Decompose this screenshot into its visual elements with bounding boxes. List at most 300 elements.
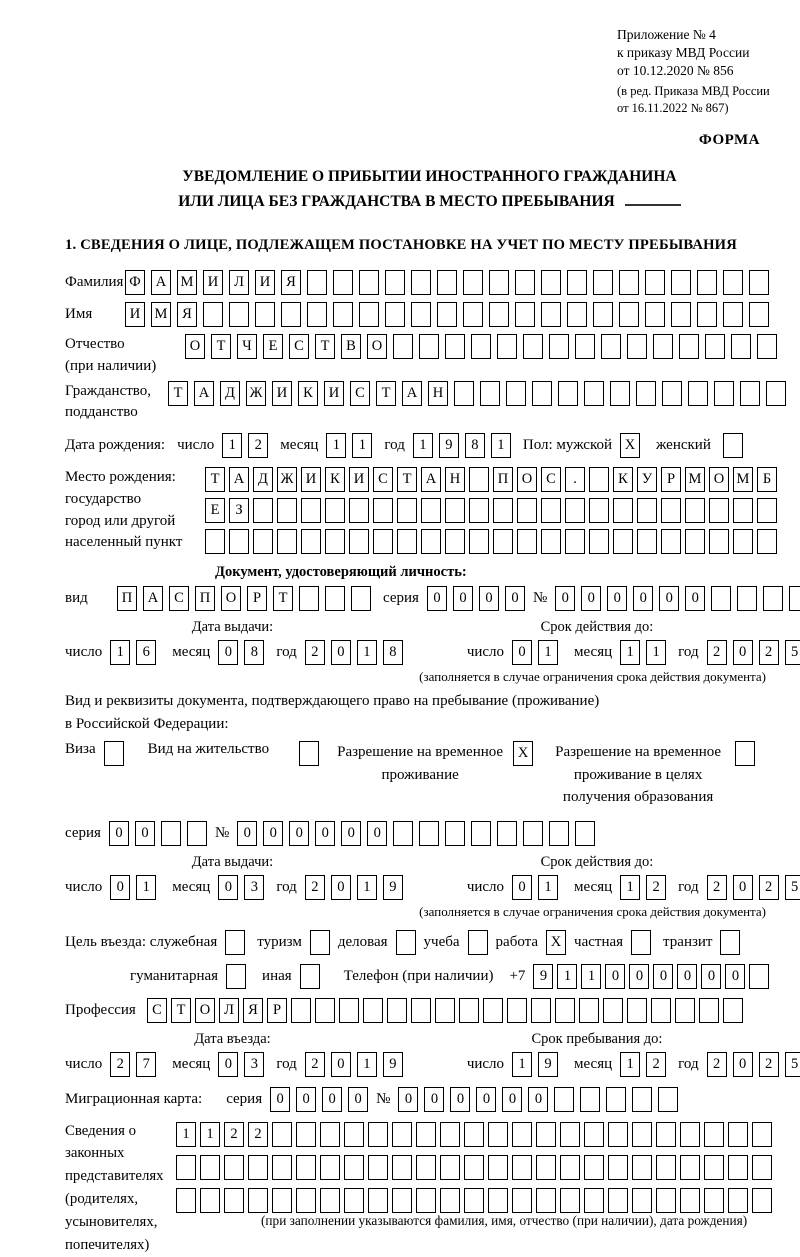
char-box[interactable]: 0 — [677, 964, 697, 989]
char-box[interactable] — [187, 821, 207, 846]
char-box[interactable]: 2 — [646, 875, 666, 900]
char-box[interactable]: Т — [315, 334, 335, 359]
char-box[interactable]: С — [147, 998, 167, 1023]
char-box[interactable]: Р — [267, 998, 287, 1023]
char-box[interactable] — [225, 930, 245, 955]
char-box[interactable] — [757, 498, 777, 523]
char-box[interactable] — [606, 1087, 626, 1112]
char-box[interactable] — [749, 270, 769, 295]
char-box[interactable] — [589, 529, 609, 554]
char-box[interactable] — [593, 270, 613, 295]
char-box[interactable] — [333, 270, 353, 295]
char-box[interactable] — [608, 1188, 628, 1213]
char-box[interactable]: 0 — [289, 821, 309, 846]
char-box[interactable] — [536, 1122, 556, 1147]
char-box[interactable]: 1 — [620, 1052, 640, 1077]
char-box[interactable] — [488, 1122, 508, 1147]
char-box[interactable] — [656, 1155, 676, 1180]
char-box[interactable] — [619, 270, 639, 295]
char-box[interactable] — [584, 1122, 604, 1147]
char-box[interactable] — [368, 1188, 388, 1213]
char-box[interactable]: 2 — [224, 1122, 244, 1147]
char-box[interactable] — [272, 1188, 292, 1213]
char-box[interactable] — [714, 381, 734, 406]
char-box[interactable]: 0 — [109, 821, 129, 846]
char-box[interactable] — [507, 998, 527, 1023]
char-box[interactable] — [565, 529, 585, 554]
char-box[interactable] — [224, 1188, 244, 1213]
char-box[interactable]: 0 — [605, 964, 625, 989]
char-box[interactable] — [176, 1155, 196, 1180]
char-box[interactable] — [301, 529, 321, 554]
char-box[interactable] — [671, 270, 691, 295]
char-box[interactable]: С — [169, 586, 189, 611]
char-box[interactable] — [560, 1155, 580, 1180]
char-box[interactable] — [589, 467, 609, 492]
char-box[interactable]: 0 — [450, 1087, 470, 1112]
char-box[interactable]: А — [151, 270, 171, 295]
char-box[interactable] — [320, 1188, 340, 1213]
char-box[interactable] — [662, 381, 682, 406]
char-box[interactable] — [419, 821, 439, 846]
char-box[interactable] — [656, 1122, 676, 1147]
char-box[interactable] — [709, 529, 729, 554]
char-box[interactable] — [440, 1122, 460, 1147]
char-box[interactable] — [411, 270, 431, 295]
char-box[interactable] — [541, 302, 561, 327]
char-box[interactable] — [627, 998, 647, 1023]
char-box[interactable] — [584, 1155, 604, 1180]
char-box[interactable] — [416, 1155, 436, 1180]
char-box[interactable]: Б — [757, 467, 777, 492]
char-box[interactable]: Я — [243, 998, 263, 1023]
char-box[interactable]: А — [143, 586, 163, 611]
char-box[interactable] — [445, 529, 465, 554]
char-box[interactable]: 1 — [357, 1052, 377, 1077]
char-box[interactable] — [704, 1122, 724, 1147]
char-box[interactable]: 0 — [725, 964, 745, 989]
char-box[interactable] — [749, 302, 769, 327]
char-box[interactable]: 1 — [491, 433, 511, 458]
char-box[interactable] — [560, 1188, 580, 1213]
char-box[interactable] — [300, 964, 320, 989]
char-box[interactable] — [493, 529, 513, 554]
char-box[interactable]: 0 — [367, 821, 387, 846]
char-box[interactable] — [301, 498, 321, 523]
char-box[interactable] — [344, 1188, 364, 1213]
char-box[interactable] — [488, 1155, 508, 1180]
char-box[interactable] — [349, 498, 369, 523]
char-box[interactable] — [723, 433, 743, 458]
char-box[interactable]: О — [517, 467, 537, 492]
char-box[interactable] — [396, 930, 416, 955]
char-box[interactable]: 0 — [218, 1052, 238, 1077]
char-box[interactable] — [658, 1087, 678, 1112]
char-box[interactable]: К — [325, 467, 345, 492]
char-box[interactable]: 5 — [785, 640, 800, 665]
char-box[interactable] — [515, 270, 535, 295]
char-box[interactable] — [325, 586, 345, 611]
char-box[interactable]: 0 — [733, 875, 753, 900]
char-box[interactable] — [307, 302, 327, 327]
char-box[interactable]: 0 — [135, 821, 155, 846]
char-box[interactable]: П — [195, 586, 215, 611]
char-box[interactable] — [351, 586, 371, 611]
char-box[interactable] — [515, 302, 535, 327]
char-box[interactable]: П — [117, 586, 137, 611]
char-box[interactable] — [464, 1122, 484, 1147]
char-box[interactable] — [397, 529, 417, 554]
char-box[interactable] — [567, 302, 587, 327]
char-box[interactable] — [555, 998, 575, 1023]
char-box[interactable] — [435, 998, 455, 1023]
char-box[interactable] — [373, 498, 393, 523]
char-box[interactable]: 2 — [305, 640, 325, 665]
char-box[interactable]: 0 — [322, 1087, 342, 1112]
char-box[interactable]: 2 — [759, 640, 779, 665]
char-box[interactable] — [253, 498, 273, 523]
char-box[interactable] — [699, 998, 719, 1023]
char-box[interactable]: 0 — [453, 586, 473, 611]
char-box[interactable]: 1 — [136, 875, 156, 900]
char-box[interactable] — [580, 1087, 600, 1112]
char-box[interactable] — [489, 302, 509, 327]
char-box[interactable] — [685, 529, 705, 554]
char-box[interactable] — [359, 270, 379, 295]
char-box[interactable]: Ж — [246, 381, 266, 406]
char-box[interactable]: И — [255, 270, 275, 295]
char-box[interactable]: М — [151, 302, 171, 327]
char-box[interactable]: 0 — [110, 875, 130, 900]
char-box[interactable]: Л — [229, 270, 249, 295]
char-box[interactable] — [532, 381, 552, 406]
char-box[interactable] — [385, 270, 405, 295]
char-box[interactable] — [723, 270, 743, 295]
char-box[interactable] — [575, 334, 595, 359]
char-box[interactable] — [584, 1188, 604, 1213]
char-box[interactable] — [523, 821, 543, 846]
char-box[interactable]: 1 — [200, 1122, 220, 1147]
char-box[interactable]: 2 — [646, 1052, 666, 1077]
char-box[interactable] — [463, 270, 483, 295]
char-box[interactable] — [392, 1188, 412, 1213]
char-box[interactable] — [757, 529, 777, 554]
char-box[interactable] — [393, 821, 413, 846]
char-box[interactable] — [789, 586, 800, 611]
char-box[interactable] — [299, 586, 319, 611]
char-box[interactable]: 9 — [439, 433, 459, 458]
char-box[interactable]: 0 — [512, 875, 532, 900]
char-box[interactable] — [325, 529, 345, 554]
char-box[interactable] — [603, 998, 623, 1023]
char-box[interactable]: 0 — [528, 1087, 548, 1112]
char-box[interactable]: 0 — [733, 640, 753, 665]
char-box[interactable]: 2 — [707, 640, 727, 665]
char-box[interactable]: 0 — [315, 821, 335, 846]
char-box[interactable] — [608, 1122, 628, 1147]
char-box[interactable] — [632, 1155, 652, 1180]
char-box[interactable] — [645, 270, 665, 295]
char-box[interactable] — [373, 529, 393, 554]
char-box[interactable]: 0 — [296, 1087, 316, 1112]
char-box[interactable] — [705, 334, 725, 359]
char-box[interactable] — [697, 302, 717, 327]
char-box[interactable] — [631, 930, 651, 955]
char-box[interactable]: Я — [281, 270, 301, 295]
char-box[interactable]: 2 — [759, 1052, 779, 1077]
char-box[interactable] — [440, 1188, 460, 1213]
char-box[interactable]: 3 — [244, 1052, 264, 1077]
char-box[interactable]: А — [421, 467, 441, 492]
char-box[interactable]: 2 — [248, 1122, 268, 1147]
char-box[interactable]: И — [349, 467, 369, 492]
char-box[interactable]: А — [402, 381, 422, 406]
char-box[interactable] — [497, 821, 517, 846]
char-box[interactable]: М — [177, 270, 197, 295]
char-box[interactable] — [749, 964, 769, 989]
char-box[interactable]: С — [350, 381, 370, 406]
char-box[interactable]: 8 — [465, 433, 485, 458]
char-box[interactable] — [248, 1155, 268, 1180]
char-box[interactable] — [437, 270, 457, 295]
char-box[interactable]: Н — [445, 467, 465, 492]
char-box[interactable] — [735, 741, 755, 766]
char-box[interactable]: Е — [263, 334, 283, 359]
char-box[interactable] — [454, 381, 474, 406]
char-box[interactable] — [506, 381, 526, 406]
char-box[interactable] — [255, 302, 275, 327]
char-box[interactable] — [728, 1188, 748, 1213]
char-box[interactable]: 0 — [685, 586, 705, 611]
char-box[interactable] — [541, 529, 561, 554]
char-box[interactable] — [468, 930, 488, 955]
char-box[interactable] — [565, 498, 585, 523]
char-box[interactable] — [200, 1155, 220, 1180]
char-box[interactable]: 1 — [222, 433, 242, 458]
char-box[interactable] — [752, 1188, 772, 1213]
char-box[interactable]: 0 — [398, 1087, 418, 1112]
char-box[interactable]: 0 — [270, 1087, 290, 1112]
char-box[interactable]: А — [194, 381, 214, 406]
char-box[interactable] — [752, 1122, 772, 1147]
char-box[interactable]: И — [301, 467, 321, 492]
char-box[interactable] — [575, 821, 595, 846]
char-box[interactable]: 2 — [707, 1052, 727, 1077]
char-box[interactable]: П — [493, 467, 513, 492]
char-box[interactable] — [512, 1122, 532, 1147]
char-box[interactable]: 1 — [538, 640, 558, 665]
char-box[interactable]: М — [685, 467, 705, 492]
char-box[interactable] — [567, 270, 587, 295]
char-box[interactable]: А — [229, 467, 249, 492]
char-box[interactable]: Ф — [125, 270, 145, 295]
char-box[interactable]: 0 — [512, 640, 532, 665]
char-box[interactable]: 1 — [620, 875, 640, 900]
char-box[interactable] — [437, 302, 457, 327]
char-box[interactable] — [469, 498, 489, 523]
char-box[interactable]: Т — [397, 467, 417, 492]
char-box[interactable] — [560, 1122, 580, 1147]
char-box[interactable] — [512, 1188, 532, 1213]
char-box[interactable] — [733, 498, 753, 523]
char-box[interactable] — [392, 1122, 412, 1147]
char-box[interactable]: О — [709, 467, 729, 492]
char-box[interactable]: X — [513, 741, 533, 766]
char-box[interactable] — [723, 998, 743, 1023]
char-box[interactable] — [176, 1188, 196, 1213]
char-box[interactable]: Т — [211, 334, 231, 359]
char-box[interactable]: 9 — [533, 964, 553, 989]
char-box[interactable] — [711, 586, 731, 611]
char-box[interactable]: З — [229, 498, 249, 523]
char-box[interactable] — [737, 586, 757, 611]
char-box[interactable] — [541, 498, 561, 523]
char-box[interactable] — [688, 381, 708, 406]
char-box[interactable] — [333, 302, 353, 327]
char-box[interactable] — [637, 529, 657, 554]
char-box[interactable]: К — [613, 467, 633, 492]
char-box[interactable]: Т — [205, 467, 225, 492]
char-box[interactable]: Я — [177, 302, 197, 327]
char-box[interactable] — [224, 1155, 244, 1180]
char-box[interactable] — [344, 1122, 364, 1147]
char-box[interactable] — [248, 1188, 268, 1213]
char-box[interactable]: 0 — [427, 586, 447, 611]
char-box[interactable]: 0 — [733, 1052, 753, 1077]
char-box[interactable] — [320, 1122, 340, 1147]
char-box[interactable]: 0 — [218, 640, 238, 665]
char-box[interactable] — [704, 1155, 724, 1180]
char-box[interactable] — [459, 998, 479, 1023]
char-box[interactable] — [541, 270, 561, 295]
char-box[interactable] — [704, 1188, 724, 1213]
char-box[interactable]: 1 — [538, 875, 558, 900]
char-box[interactable] — [469, 467, 489, 492]
char-box[interactable]: Н — [428, 381, 448, 406]
char-box[interactable] — [411, 302, 431, 327]
char-box[interactable]: Ж — [277, 467, 297, 492]
char-box[interactable] — [697, 270, 717, 295]
char-box[interactable]: X — [546, 930, 566, 955]
char-box[interactable]: 6 — [136, 640, 156, 665]
char-box[interactable] — [480, 381, 500, 406]
char-box[interactable] — [387, 998, 407, 1023]
char-box[interactable] — [680, 1155, 700, 1180]
char-box[interactable]: 8 — [383, 640, 403, 665]
char-box[interactable] — [637, 498, 657, 523]
char-box[interactable] — [320, 1155, 340, 1180]
char-box[interactable]: 1 — [620, 640, 640, 665]
char-box[interactable]: 0 — [505, 586, 525, 611]
char-box[interactable]: К — [298, 381, 318, 406]
char-box[interactable]: 1 — [581, 964, 601, 989]
char-box[interactable] — [752, 1155, 772, 1180]
char-box[interactable]: 2 — [707, 875, 727, 900]
char-box[interactable]: И — [203, 270, 223, 295]
char-box[interactable] — [421, 498, 441, 523]
char-box[interactable] — [610, 381, 630, 406]
char-box[interactable]: 1 — [326, 433, 346, 458]
char-box[interactable] — [671, 302, 691, 327]
char-box[interactable] — [272, 1122, 292, 1147]
char-box[interactable] — [203, 302, 223, 327]
char-box[interactable] — [419, 334, 439, 359]
char-box[interactable] — [632, 1122, 652, 1147]
char-box[interactable]: 0 — [331, 875, 351, 900]
char-box[interactable]: 0 — [629, 964, 649, 989]
char-box[interactable]: 1 — [557, 964, 577, 989]
char-box[interactable]: 0 — [331, 640, 351, 665]
char-box[interactable] — [445, 498, 465, 523]
char-box[interactable] — [493, 498, 513, 523]
char-box[interactable] — [471, 334, 491, 359]
char-box[interactable]: 9 — [383, 875, 403, 900]
char-box[interactable] — [226, 964, 246, 989]
char-box[interactable]: 2 — [305, 875, 325, 900]
char-box[interactable]: 0 — [424, 1087, 444, 1112]
char-box[interactable]: Ч — [237, 334, 257, 359]
char-box[interactable]: 9 — [538, 1052, 558, 1077]
char-box[interactable] — [766, 381, 786, 406]
char-box[interactable] — [253, 529, 273, 554]
char-box[interactable] — [680, 1122, 700, 1147]
char-box[interactable]: 1 — [110, 640, 130, 665]
char-box[interactable]: 5 — [785, 875, 800, 900]
char-box[interactable]: С — [541, 467, 561, 492]
char-box[interactable]: Р — [661, 467, 681, 492]
char-box[interactable]: 2 — [759, 875, 779, 900]
char-box[interactable] — [679, 334, 699, 359]
char-box[interactable] — [517, 498, 537, 523]
char-box[interactable]: 0 — [607, 586, 627, 611]
char-box[interactable] — [728, 1122, 748, 1147]
char-box[interactable] — [463, 302, 483, 327]
char-box[interactable] — [517, 529, 537, 554]
char-box[interactable] — [281, 302, 301, 327]
char-box[interactable]: В — [341, 334, 361, 359]
char-box[interactable]: 0 — [653, 964, 673, 989]
char-box[interactable] — [554, 1087, 574, 1112]
char-box[interactable] — [291, 998, 311, 1023]
char-box[interactable] — [296, 1155, 316, 1180]
char-box[interactable] — [512, 1155, 532, 1180]
char-box[interactable]: 3 — [244, 875, 264, 900]
char-box[interactable] — [440, 1155, 460, 1180]
char-box[interactable]: Л — [219, 998, 239, 1023]
char-box[interactable]: Д — [253, 467, 273, 492]
char-box[interactable]: О — [221, 586, 241, 611]
char-box[interactable] — [661, 498, 681, 523]
char-box[interactable] — [728, 1155, 748, 1180]
char-box[interactable]: 9 — [383, 1052, 403, 1077]
char-box[interactable] — [445, 821, 465, 846]
char-box[interactable] — [307, 270, 327, 295]
char-box[interactable]: 0 — [331, 1052, 351, 1077]
char-box[interactable] — [653, 334, 673, 359]
char-box[interactable] — [421, 529, 441, 554]
char-box[interactable]: Д — [220, 381, 240, 406]
char-box[interactable] — [675, 998, 695, 1023]
char-box[interactable] — [619, 302, 639, 327]
char-box[interactable] — [385, 302, 405, 327]
char-box[interactable]: О — [367, 334, 387, 359]
char-box[interactable] — [549, 334, 569, 359]
char-box[interactable] — [720, 930, 740, 955]
char-box[interactable] — [325, 498, 345, 523]
char-box[interactable]: 0 — [633, 586, 653, 611]
char-box[interactable] — [709, 498, 729, 523]
char-box[interactable]: С — [373, 467, 393, 492]
